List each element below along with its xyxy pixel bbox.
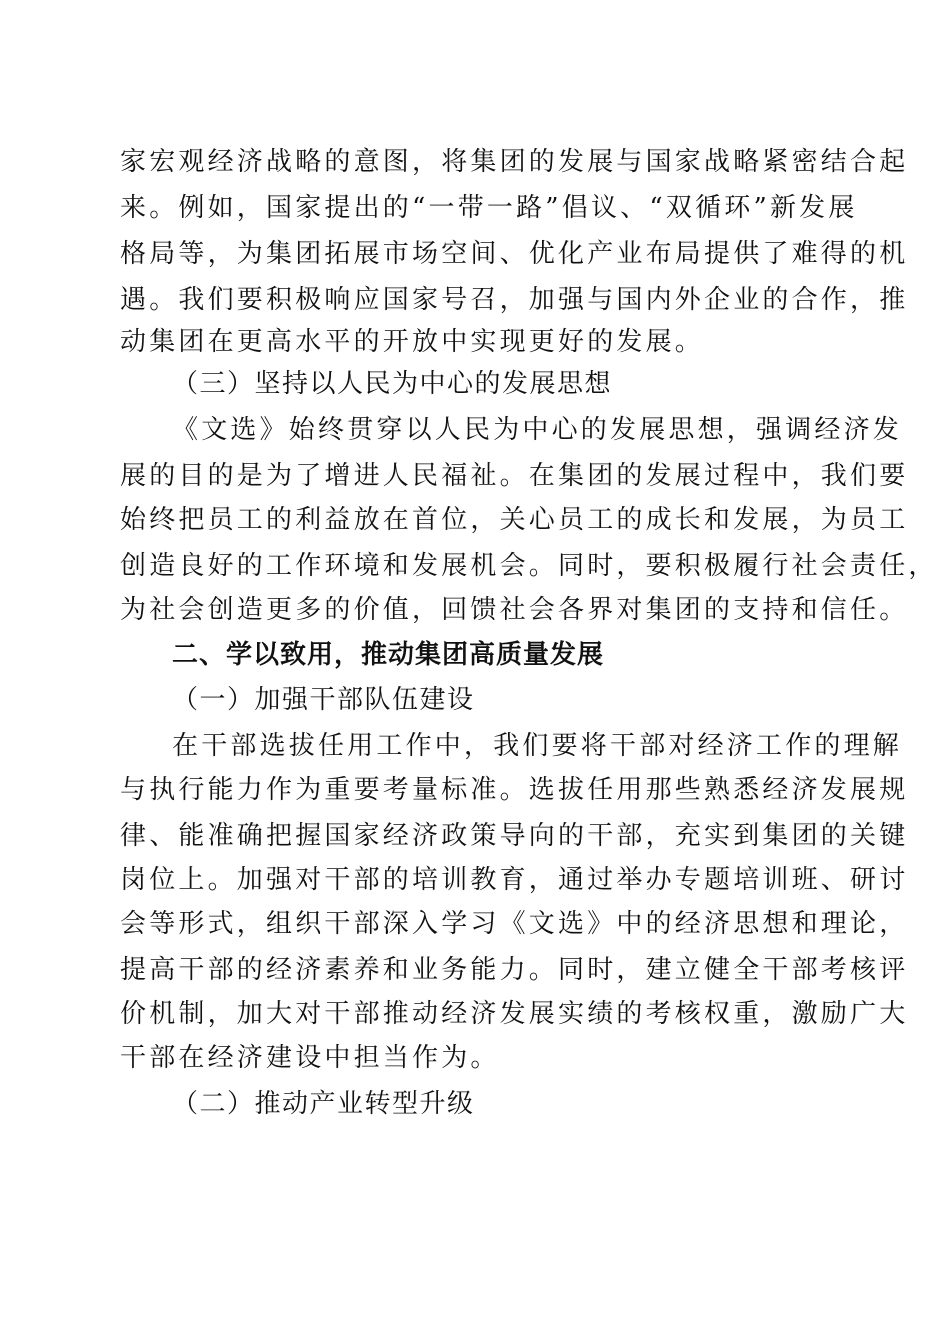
paragraph-line: 提高干部的经济素养和业务能力。同时，建立健全干部考核评 [120,955,909,985]
paragraph-line: 来。例如，国家提出的“一带一路”倡议、“双循环”新发展 [120,193,858,223]
paragraph-line: 格局等，为集团拓展市场空间、优化产业布局提供了难得的机 [120,239,909,269]
paragraph-line: 《文选》始终贯穿以人民为中心的发展思想，强调经济发 [172,415,903,445]
paragraph-line: 岗位上。加强对干部的培训教育，通过举办专题培训班、研讨 [120,865,909,895]
paragraph-line: 始终把员工的利益放在首位，关心员工的成长和发展，为员工 [120,505,909,535]
paragraph-line: 与执行能力作为重要考量标准。选拔任用那些熟悉经济发展规 [120,775,909,805]
paragraph-line: 展的目的是为了增进人民福祉。在集团的发展过程中，我们要 [120,461,909,491]
paragraph-line: 家宏观经济战略的意图，将集团的发展与国家战略紧密结合起 [120,147,909,177]
paragraph-line: 会等形式，组织干部深入学习《文选》中的经济思想和理论， [120,909,909,939]
paragraph-line: 遇。我们要积极响应国家号召，加强与国内外企业的合作，推 [120,285,909,315]
paragraph-line: 创造良好的工作环境和发展机会。同时，要积极履行社会责任， [120,551,938,581]
paragraph-line: 律、能准确把握国家经济政策导向的干部，充实到集团的关键 [120,821,909,851]
subsection-heading: （二）推动产业转型升级 [172,1089,475,1119]
section-heading: 二、学以致用，推动集团高质量发展 [172,640,605,670]
subsection-heading: （三）坚持以人民为中心的发展思想 [172,369,613,399]
paragraph-line: 为社会创造更多的价值，回馈社会各界对集团的支持和信任。 [120,595,909,625]
paragraph-line: 价机制，加大对干部推动经济发展实绩的考核权重，激励广大 [120,999,909,1029]
paragraph-line: 动集团在更高水平的开放中实现更好的发展。 [120,327,705,357]
paragraph-line: 干部在经济建设中担当作为。 [120,1043,500,1073]
subsection-heading: （一）加强干部队伍建设 [172,685,475,715]
paragraph-line: 在干部选拔任用工作中，我们要将干部对经济工作的理解 [172,731,903,761]
